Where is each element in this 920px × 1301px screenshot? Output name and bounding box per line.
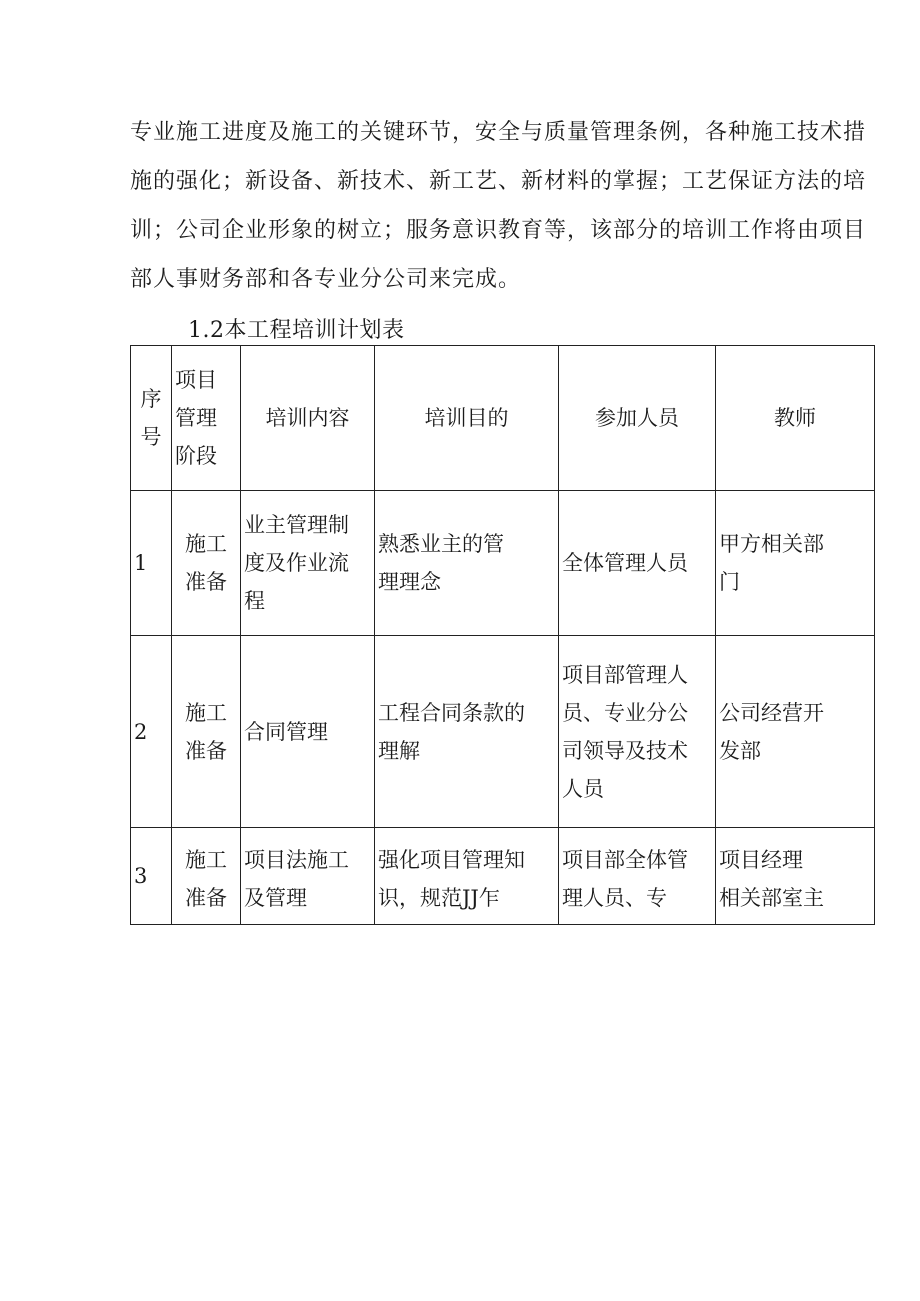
header-participants: 参加人员 (559, 346, 716, 491)
header-stage: 项目 管理 阶段 (172, 346, 241, 491)
cell-content: 项目法施工 及管理 (241, 828, 375, 925)
header-seq: 序 号 (131, 346, 172, 491)
cell-participants: 项目部全体管 理人员、专 (559, 828, 716, 925)
table-row (131, 491, 875, 636)
cell-teacher: 公司经营开 发部 (716, 636, 875, 828)
cell-purpose: 工程合同条款的 理解 (375, 636, 559, 828)
paragraph-line: 专业施工进度及施工的关键环节，安全与质量管理条例，各种施工技术措 (130, 120, 867, 145)
cell-seq: 1 (131, 491, 172, 636)
cell-stage: 施工 准备 (172, 828, 241, 925)
table-row (131, 828, 875, 925)
cell-teacher: 甲方相关部 门 (716, 491, 875, 636)
cell-purpose: 熟悉业主的管 理理念 (375, 491, 559, 636)
training-plan-table (130, 345, 875, 925)
paragraph-line: 训；公司企业形象的树立；服务意识教育等，该部分的培训工作将由项目 (130, 218, 867, 243)
cell-seq: 3 (131, 828, 172, 925)
table-row (131, 636, 875, 828)
header-content: 培训内容 (241, 346, 375, 491)
header-purpose: 培训目的 (375, 346, 559, 491)
cell-stage: 施工 准备 (172, 491, 241, 636)
table-header-row (131, 346, 875, 491)
cell-purpose: 强化项目管理知 识，规范JJ乍 (375, 828, 559, 925)
cell-participants: 全体管理人员 (559, 491, 716, 636)
table-title: 1.2本工程培训计划表 (188, 318, 405, 343)
cell-content: 业主管理制 度及作业流 程 (241, 491, 375, 636)
body-paragraph (130, 108, 875, 304)
paragraph-line: 部人事财务部和各专业分公司来完成。 (130, 267, 522, 292)
cell-content: 合同管理 (241, 636, 375, 828)
cell-participants: 项目部管理人 员、专业分公 司领导及技术 人员 (559, 636, 716, 828)
paragraph-line: 施的强化；新设备、新技术、新工艺、新材料的掌握；工艺保证方法的培 (130, 169, 867, 194)
cell-teacher: 项目经理 相关部室主 (716, 828, 875, 925)
header-teacher: 教师 (716, 346, 875, 491)
cell-stage: 施工 准备 (172, 636, 241, 828)
cell-seq: 2 (131, 636, 172, 828)
